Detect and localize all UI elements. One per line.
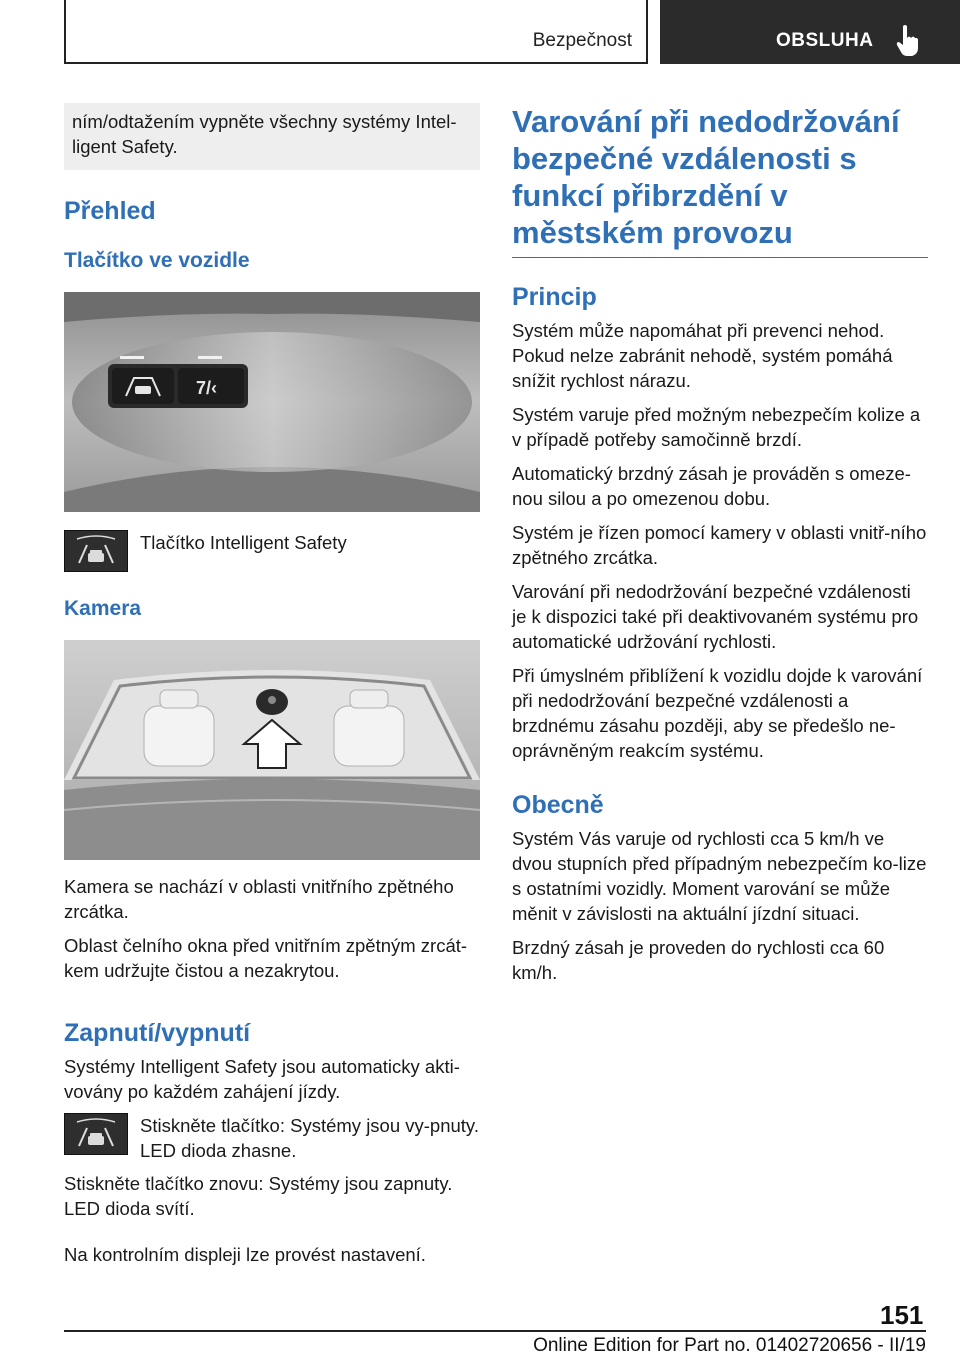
button-heading: Tlačítko ve vozidle [64, 249, 250, 272]
onoff-paragraph-3: Na kontrolním displeji lze provést nastavení. [64, 1244, 426, 1265]
onoff-paragraph-2: Stiskněte tlačítko znovu: Systémy jsou zapnuty. LED dioda svítí. [64, 1173, 453, 1219]
camera-heading: Kamera [64, 597, 142, 620]
principle-paragraph-1: Systém může napomáhat při prevenci nehod. Pokud nelze zabránit nehodě, systém pomáhá snížit rychlost nárazu. [512, 320, 893, 391]
header-section-box [64, 0, 648, 64]
principle-heading: Princip [512, 283, 597, 311]
button-caption-row [64, 530, 480, 572]
header-chapter-tab [660, 0, 960, 64]
onoff-icon-text: Stiskněte tlačítko: Systémy jsou vy‐pnuty. LED dioda zhasne. [140, 1115, 479, 1161]
general-paragraph-1: Systém Vás varuje od rychlosti cca 5 km/h ve dvou stupních před případným nebezpečím ko‐lize s ostatními vozidly. Moment varování se může měnit v závislosti na aktuální jízdní situaci. [512, 828, 927, 924]
general-paragraph-2: Brzdný zásah je proveden do rychlosti cca 60 km/h. [512, 937, 885, 983]
header-section-title: Bezpečnost [532, 30, 632, 51]
continuation-text: ním/odtažením vypněte všechny systémy Intel‐ligent Safety. [72, 111, 457, 157]
camera-paragraph-2: Oblast čelního okna před vnitřním zpětným zrcát‐kem udržujte čistou a nezakrytou. [64, 935, 468, 981]
svg-text:7/‹: 7/‹ [196, 378, 218, 398]
overview-heading: Přehled [64, 197, 156, 225]
chapter-title: Varování při nedodržování bezpečné vzdálenosti s funkcí přibrzdění v městském provozu [512, 103, 928, 258]
continuation-note [64, 103, 480, 170]
right-column [512, 103, 928, 994]
page-number: 151 [880, 1300, 924, 1330]
button-photo [64, 292, 480, 512]
pointing-hand-icon [896, 24, 918, 56]
principle-paragraph-3: Automatický brzdný zásah je prováděn s omeze‐nou silou a po omezenou dobu. [512, 463, 911, 509]
onoff-paragraph-1: Systémy Intelligent Safety jsou automaticky akti‐vovány po každém zahájení jízdy. [64, 1056, 460, 1102]
left-column [64, 103, 480, 1276]
principle-paragraph-6: Při úmyslném přiblížení k vozidlu dojde k varování při nedodržování bezpečné vzdálenosti a brzdnému zásahu později, aby se předešlo ne‐oprávněným reakcím systému. [512, 665, 923, 761]
intelligent-safety-button-icon [64, 1113, 128, 1155]
general-heading: Obecně [512, 791, 604, 819]
button-caption: Tlačítko Intelligent Safety [140, 532, 347, 553]
principle-paragraph-5: Varování při nedodržování bezpečné vzdálenosti je k dispozici také při deaktivovaném systému pro automatické udržování rychlosti. [512, 581, 919, 652]
camera-paragraph-1: Kamera se nachází v oblasti vnitřního zpětného zrcátka. [64, 876, 454, 922]
intelligent-safety-button-icon [64, 530, 128, 572]
onoff-heading: Zapnutí/vypnutí [64, 1019, 251, 1047]
principle-paragraph-2: Systém varuje před možným nebezpečím kolize a v případě potřeby samočinně brzdí. [512, 404, 921, 450]
principle-paragraph-4: Systém je řízen pomocí kamery v oblasti vnitř‐ního zpětného zrcátka. [512, 522, 927, 568]
header-chapter-title: OBSLUHA [776, 30, 874, 51]
footer-divider [64, 1330, 926, 1332]
onoff-icon-row [64, 1113, 480, 1163]
camera-photo [64, 640, 480, 860]
footer-edition: Online Edition for Part no. 01402720656 - II/19 [533, 1335, 926, 1356]
